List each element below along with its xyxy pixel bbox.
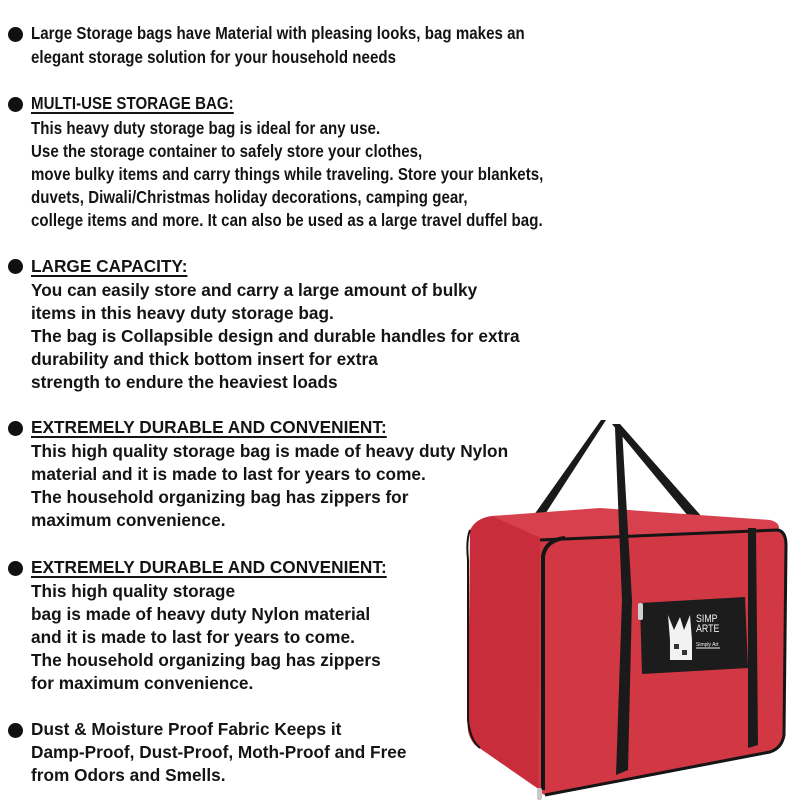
feature-text-line: and it is made to last for years to come.	[31, 627, 355, 647]
bullet-icon	[8, 259, 23, 274]
feature-heading: EXTREMELY DURABLE AND CONVENIENT:	[31, 417, 387, 437]
feature-heading: LARGE CAPACITY:	[31, 256, 188, 276]
bullet-icon	[8, 421, 23, 436]
feature-text-line: college items and more. It can also be used as a large travel duffel bag.	[31, 210, 543, 230]
feature-heading: MULTI-USE STORAGE BAG:	[31, 93, 234, 113]
feature-text-line: duvets, Diwali/Christmas holiday decorations, camping gear,	[31, 187, 468, 207]
bullet-icon	[8, 561, 23, 576]
feature-text-line: for maximum convenience.	[31, 673, 254, 693]
feature-text-line: Dust & Moisture Proof Fabric Keeps it	[31, 719, 342, 739]
feature-text-line: The bag is Collapsible design and durable handles for extra	[31, 326, 520, 346]
brand-tagline: Simply Art	[696, 642, 719, 648]
bullet-icon	[8, 723, 23, 738]
feature-text-line: This heavy duty storage bag is ideal for any use.	[31, 118, 381, 138]
feature-text-line: maximum convenience.	[31, 510, 226, 530]
feature-text-line: bag is made of heavy duty Nylon material	[31, 604, 371, 624]
feature-text-line: material and it is made to last for years to come.	[31, 464, 426, 484]
feature-heading: EXTREMELY DURABLE AND CONVENIENT:	[31, 557, 387, 577]
feature-text-line: Damp-Proof, Dust-Proof, Moth-Proof and Free	[31, 742, 407, 762]
feature-text-line: strength to endure the heaviest loads	[31, 372, 338, 392]
bullet-icon	[8, 27, 23, 42]
product-image-storage-bag	[455, 405, 800, 800]
feature-text-line: items in this heavy duty storage bag.	[31, 303, 334, 323]
bullet-icon	[8, 97, 23, 112]
feature-text-line: move bulky items and carry things while traveling. Store your blankets,	[31, 164, 544, 184]
feature-text-line: This high quality storage	[31, 581, 236, 601]
brand-logo	[696, 614, 725, 650]
feature-text-line: Use the storage container to safely store your clothes,	[31, 141, 423, 161]
feature-text-line: This high quality storage bag is made of heavy duty Nylon	[31, 441, 509, 461]
feature-text-line: Large Storage bags have Material with pleasing looks, bag makes an	[31, 23, 525, 43]
brand-name-line2: ARTE	[696, 623, 720, 635]
feature-text-line: You can easily store and carry a large amount of bulky	[31, 280, 478, 300]
feature-text-line: The household organizing bag has zippers	[31, 650, 381, 670]
brand-name-line1: SIMP	[696, 613, 718, 625]
feature-text-line: The household organizing bag has zippers for	[31, 487, 409, 507]
feature-text-line: elegant storage solution for your household needs	[31, 47, 397, 67]
feature-text-line: from Odors and Smells.	[31, 765, 226, 785]
feature-text-line: durability and thick bottom insert for extra	[31, 349, 378, 369]
